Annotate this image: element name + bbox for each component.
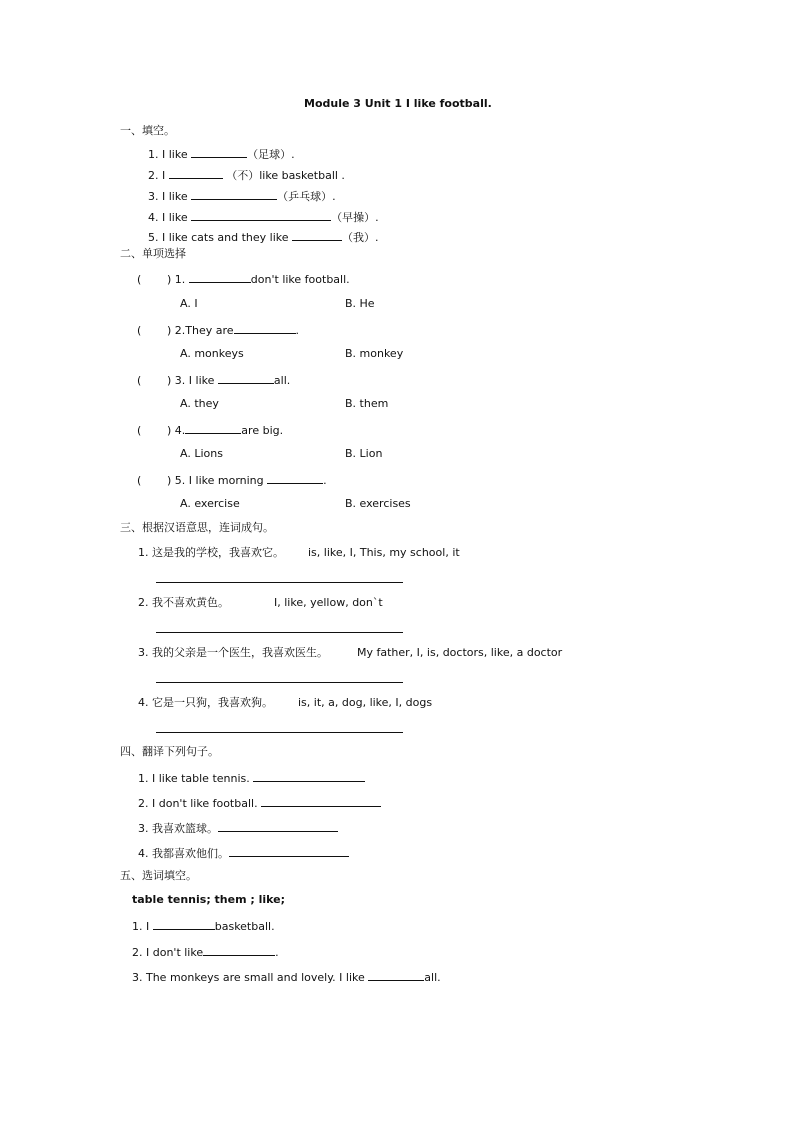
s2-question-1 (137, 271, 350, 287)
s5-item-1-pre: 1. I (132, 920, 153, 933)
s3-item-1-words: is, like, I, This, my school, it (308, 546, 460, 559)
s1-item-1-post: （足球）. (247, 148, 295, 161)
s5-item-3-pre: 3. The monkeys are small and lovely. I like (132, 971, 369, 984)
s2-q1-paren-open: ( (137, 273, 142, 286)
s3-item-2-chinese: 2. 我不喜欢黄色。 (138, 596, 229, 609)
s1-item-2-blank[interactable] (169, 167, 223, 179)
s5-item-2-blank[interactable] (203, 944, 275, 956)
s2-q1-post: don't like football. (250, 273, 350, 286)
s4-item-3-text: 3. 我喜欢篮球。 (138, 822, 218, 835)
s3-item-3-answer-line[interactable] (156, 682, 403, 683)
section-3-heading: 三、根据汉语意思，连词成句。 (120, 521, 274, 534)
page-title: Module 3 Unit 1 I like football. (304, 97, 492, 110)
s1-item-5-pre: 5. I like cats and they like (148, 231, 293, 244)
s1-item-4-pre: 4. I like (148, 211, 192, 224)
s2-q1-option-b[interactable]: B. He (345, 297, 375, 310)
s2-q1-option-a[interactable]: A. I (180, 297, 198, 310)
s1-item-3-blank[interactable] (191, 188, 277, 200)
s4-item-1 (138, 770, 365, 786)
s2-q1-blank[interactable] (189, 271, 251, 283)
s2-q3-paren-open: ( (137, 374, 142, 387)
s1-item-1 (148, 146, 295, 162)
s4-item-4 (138, 845, 349, 861)
s1-item-3 (148, 188, 336, 204)
s2-q3-pre: 3. I like (174, 374, 218, 387)
s3-item-2-answer-line[interactable] (156, 632, 403, 633)
s1-item-5 (148, 229, 379, 245)
s5-item-2 (132, 944, 279, 960)
s1-item-3-pre: 3. I like (148, 190, 192, 203)
s2-q3-paren-close: ) (167, 374, 172, 387)
s2-q2-post: . (295, 324, 300, 337)
s2-q4-blank[interactable] (185, 422, 241, 434)
s4-item-1-blank[interactable] (253, 770, 365, 782)
s2-question-2 (137, 322, 299, 338)
s4-item-3 (138, 820, 338, 836)
s2-q5-option-a[interactable]: A. exercise (180, 497, 240, 510)
s2-q5-post: . (323, 474, 327, 487)
s2-q4-paren-close: ) (167, 424, 172, 437)
s1-item-5-blank[interactable] (292, 229, 342, 241)
s3-item-3-words: My father, I, is, doctors, like, a doctor (357, 646, 563, 659)
s5-item-3 (132, 969, 441, 985)
s5-item-1-blank[interactable] (153, 918, 215, 930)
s5-item-2-pre: 2. I don't like (132, 946, 204, 959)
s2-q5-blank[interactable] (267, 472, 323, 484)
s1-item-2 (148, 167, 345, 183)
s1-item-5-post: （我）. (342, 231, 379, 244)
s2-q2-option-b[interactable]: B. monkey (345, 347, 404, 360)
s4-item-1-text: 1. I like table tennis. (138, 772, 254, 785)
section-4-heading: 四、翻译下列句子。 (120, 745, 219, 758)
s4-item-3-blank[interactable] (218, 820, 338, 832)
s3-item-1-answer-line[interactable] (156, 582, 403, 583)
s5-item-3-blank[interactable] (368, 969, 424, 981)
s2-q2-blank[interactable] (234, 322, 296, 334)
s2-q5-pre: 5. I like morning (174, 474, 268, 487)
s3-item-4-answer-line[interactable] (156, 732, 403, 733)
section-1-heading: 一、填空。 (120, 124, 175, 137)
s2-q4-pre: 4. (174, 424, 186, 437)
s2-q5-paren-close: ) (167, 474, 172, 487)
s2-question-4 (137, 422, 283, 438)
s2-q3-post: all. (273, 374, 291, 387)
s5-item-1-post: basketball. (214, 920, 275, 933)
s2-q4-post: are big. (241, 424, 284, 437)
s2-question-3 (137, 372, 290, 388)
s2-q4-option-a[interactable]: A. Lions (180, 447, 223, 460)
s3-item-3-chinese: 3. 我的父亲是一个医生，我喜欢医生。 (138, 646, 328, 659)
s1-item-3-post: （乒乓球）. (277, 190, 336, 203)
s1-item-2-pre: 2. I (148, 169, 169, 182)
s2-q2-pre: 2.They are (174, 324, 234, 337)
s5-word-bank: table tennis; them ; like; (132, 893, 286, 906)
s3-item-2-words: I, like, yellow, don`t (274, 596, 383, 609)
s3-item-4-words: is, it, a, dog, like, I, dogs (298, 696, 433, 709)
s5-item-3-post: all. (424, 971, 441, 984)
s5-item-2-post: . (275, 946, 279, 959)
s3-item-1-chinese: 1. 这是我的学校，我喜欢它。 (138, 546, 284, 559)
s1-item-4 (148, 209, 379, 225)
s2-q2-paren-open: ( (137, 324, 142, 337)
s2-q2-paren-close: ) (167, 324, 172, 337)
s2-q4-option-b[interactable]: B. Lion (345, 447, 383, 460)
s4-item-4-text: 4. 我都喜欢他们。 (138, 847, 229, 860)
s2-q3-blank[interactable] (218, 372, 274, 384)
s2-q4-paren-open: ( (137, 424, 142, 437)
s1-item-4-post: （早操）. (331, 211, 379, 224)
s4-item-2-blank[interactable] (261, 795, 381, 807)
s1-item-2-post: （不）like basketball . (222, 169, 345, 182)
s4-item-4-blank[interactable] (229, 845, 349, 857)
s2-q2-option-a[interactable]: A. monkeys (180, 347, 244, 360)
s2-q5-paren-open: ( (137, 474, 142, 487)
s1-item-4-blank[interactable] (191, 209, 331, 221)
s1-item-1-blank[interactable] (191, 146, 247, 158)
s5-item-1 (132, 918, 275, 934)
s1-item-1-pre: 1. I like (148, 148, 192, 161)
s3-item-4-chinese: 4. 它是一只狗，我喜欢狗。 (138, 696, 273, 709)
s2-question-5 (137, 472, 327, 488)
s2-q1-paren-close: ) (167, 273, 172, 286)
s4-item-2-text: 2. I don't like football. (138, 797, 262, 810)
s2-q5-option-b[interactable]: B. exercises (345, 497, 411, 510)
section-2-heading: 二、单项选择 (120, 247, 186, 260)
s4-item-2 (138, 795, 381, 811)
s2-q1-pre: 1. (174, 273, 189, 286)
section-5-heading: 五、选词填空。 (120, 869, 197, 882)
s2-q3-option-a[interactable]: A. they (180, 397, 219, 410)
s2-q3-option-b[interactable]: B. them (345, 397, 389, 410)
